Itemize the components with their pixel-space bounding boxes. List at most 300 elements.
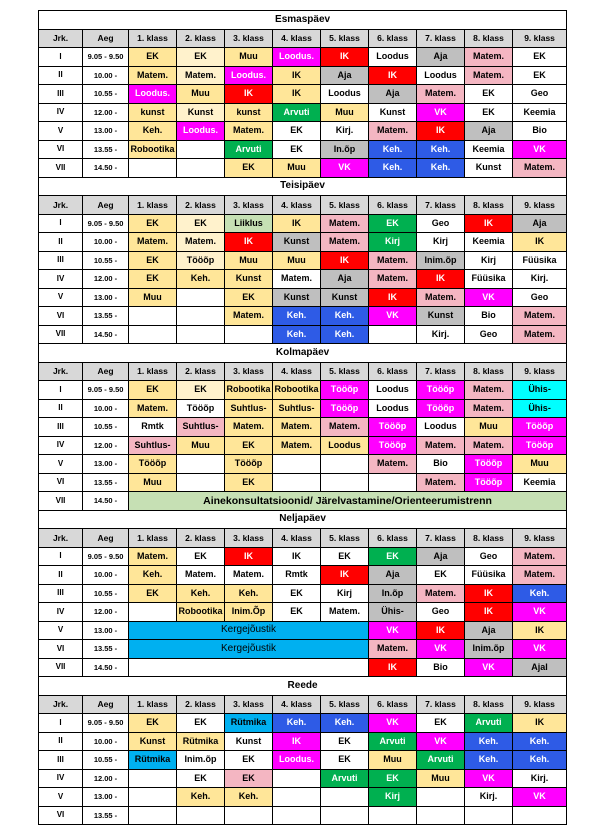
lesson-cell: Muu [225, 48, 273, 67]
lesson-cell: Geo [513, 288, 567, 307]
lesson-cell: Kirj. [465, 788, 513, 807]
lesson-row [39, 751, 567, 770]
lesson-cell: Kunst [369, 103, 417, 122]
period-number: VII [39, 325, 83, 344]
lesson-cell: VK [465, 769, 513, 788]
lesson-cell: Muu [321, 103, 369, 122]
lesson-cell: Matem. [513, 325, 567, 344]
period-time: 10.00 - [83, 233, 129, 252]
lesson-cell: Keemia [513, 473, 567, 492]
lesson-cell: Matem. [129, 66, 177, 85]
column-header: 6. klass [369, 29, 417, 48]
lesson-cell [321, 788, 369, 807]
lesson-row [39, 547, 567, 566]
lesson-cell: Aja [465, 122, 513, 141]
lesson-cell: Kirj. [417, 325, 465, 344]
lesson-row [39, 214, 567, 233]
column-header: 8. klass [465, 362, 513, 381]
period-number: IV [39, 103, 83, 122]
lesson-cell: Tööõp [417, 381, 465, 400]
lesson-cell: IK [417, 122, 465, 141]
lesson-cell: Matem. [225, 307, 273, 326]
lesson-cell: IK [273, 547, 321, 566]
lesson-cell: Loodus [369, 399, 417, 418]
sport-row [39, 640, 567, 659]
lesson-cell: VK [417, 640, 465, 659]
lesson-row [39, 307, 567, 326]
lesson-cell: EK [273, 584, 321, 603]
lesson-cell: Rütmika [129, 751, 177, 770]
lesson-cell: Keh. [417, 140, 465, 159]
column-header: 6. klass [369, 529, 417, 548]
lesson-cell: EK [129, 270, 177, 289]
lesson-cell [129, 159, 177, 178]
lesson-cell: IK [321, 251, 369, 270]
lesson-cell: Matem. [417, 436, 465, 455]
column-header: Aeg [83, 196, 129, 215]
column-header: 4. klass [273, 362, 321, 381]
lesson-cell: Kirj [465, 251, 513, 270]
lesson-cell [273, 769, 321, 788]
lesson-cell: IK [417, 621, 465, 640]
period-number: I [39, 547, 83, 566]
lesson-cell: Matem. [513, 307, 567, 326]
lesson-cell: Muu [273, 251, 321, 270]
column-header: 7. klass [417, 529, 465, 548]
column-header: 1. klass [129, 362, 177, 381]
lesson-cell: Loodus [417, 418, 465, 437]
lesson-cell: IK [225, 233, 273, 252]
lesson-cell: Kunst [321, 288, 369, 307]
lesson-cell [177, 288, 225, 307]
lesson-cell: Matem. [465, 66, 513, 85]
lesson-cell: Keh. [177, 788, 225, 807]
lesson-cell [273, 455, 321, 474]
lesson-cell: Matem. [321, 603, 369, 622]
lesson-cell: EK [225, 436, 273, 455]
lesson-cell: Keemia [513, 103, 567, 122]
column-header: 9. klass [513, 529, 567, 548]
column-header: 8. klass [465, 29, 513, 48]
lesson-cell: Kirj [369, 233, 417, 252]
period-number: VII [39, 492, 83, 511]
lesson-row [39, 455, 567, 474]
lesson-cell: In.õp [369, 584, 417, 603]
column-header: Jrk. [39, 529, 83, 548]
period-number: VI [39, 307, 83, 326]
lesson-cell: Loodus [321, 436, 369, 455]
period-number: VI [39, 640, 83, 659]
lesson-cell: Keh. [225, 584, 273, 603]
lesson-cell: VK [321, 159, 369, 178]
lesson-cell: EK [513, 66, 567, 85]
period-number: II [39, 66, 83, 85]
column-header: 8. klass [465, 196, 513, 215]
column-header: 8. klass [465, 529, 513, 548]
header-row [39, 529, 567, 548]
lesson-cell: Arvuti [321, 769, 369, 788]
day-title: Esmaspäev [39, 11, 567, 30]
lesson-cell: EK [369, 547, 417, 566]
column-header: 5. klass [321, 529, 369, 548]
lesson-cell: EK [369, 769, 417, 788]
lesson-cell: Matem. [225, 122, 273, 141]
lesson-cell: Keh. [321, 714, 369, 733]
lesson-cell: Matem. [369, 640, 417, 659]
lesson-cell: Matem. [129, 399, 177, 418]
period-number: III [39, 85, 83, 104]
period-number: VII [39, 159, 83, 178]
lesson-cell [129, 325, 177, 344]
period-number: VII [39, 658, 83, 677]
period-time: 9.05 - 9.50 [83, 547, 129, 566]
lesson-cell: Tööõp [177, 399, 225, 418]
period-time: 13.55 - [83, 640, 129, 659]
lesson-cell: Tööõp [513, 418, 567, 437]
lesson-cell: VK [417, 103, 465, 122]
column-header: 4. klass [273, 29, 321, 48]
lesson-row [39, 103, 567, 122]
lesson-cell [129, 769, 177, 788]
lesson-cell: Ajal [513, 658, 567, 677]
lesson-cell: Matem. [369, 270, 417, 289]
lesson-row [39, 85, 567, 104]
lesson-row [39, 270, 567, 289]
lesson-cell: VK [513, 788, 567, 807]
lesson-cell: Keh. [177, 584, 225, 603]
period-time: 13.00 - [83, 455, 129, 474]
lesson-cell: EK [177, 769, 225, 788]
lesson-cell: Rütmika [177, 732, 225, 751]
lesson-cell: VK [369, 621, 417, 640]
lesson-cell: Inim.Õp [225, 603, 273, 622]
lesson-cell: Kirj. [513, 270, 567, 289]
lesson-cell [417, 788, 465, 807]
period-number: V [39, 455, 83, 474]
lesson-cell: VK [465, 658, 513, 677]
column-header: 5. klass [321, 695, 369, 714]
lesson-cell: EK [273, 122, 321, 141]
day-title-row [39, 510, 567, 529]
lesson-row [39, 566, 567, 585]
lesson-cell: Kunst [225, 270, 273, 289]
lesson-cell: Loodus [321, 85, 369, 104]
lesson-cell: Kirj [417, 233, 465, 252]
lesson-cell: Muu [369, 751, 417, 770]
lesson-cell: Keh. [177, 270, 225, 289]
lesson-cell [129, 806, 177, 825]
lesson-cell: EK [177, 48, 225, 67]
lesson-cell [177, 140, 225, 159]
lesson-cell: Keemia [465, 140, 513, 159]
lesson-cell: EK [177, 547, 225, 566]
lesson-cell: Muu [273, 159, 321, 178]
lesson-cell: VK [369, 714, 417, 733]
lesson-cell: IK [273, 66, 321, 85]
lesson-cell: Geo [417, 214, 465, 233]
timetable [38, 10, 567, 825]
lesson-cell: Tööõp [369, 418, 417, 437]
lesson-cell [369, 325, 417, 344]
lesson-cell: Geo [513, 85, 567, 104]
header-row [39, 29, 567, 48]
lesson-row [39, 436, 567, 455]
lesson-cell: Geo [465, 547, 513, 566]
lesson-cell: Keh. [129, 122, 177, 141]
period-time: 12.00 - [83, 769, 129, 788]
lesson-cell: Loodus [369, 48, 417, 67]
column-header: 7. klass [417, 695, 465, 714]
period-time: 10.55 - [83, 251, 129, 270]
lesson-cell: Loodus. [225, 66, 273, 85]
lesson-cell: Keh. [225, 788, 273, 807]
period-number: VI [39, 473, 83, 492]
lesson-cell: IK [321, 566, 369, 585]
lesson-cell: Matem. [225, 418, 273, 437]
lesson-cell: EK [225, 751, 273, 770]
lesson-cell: Matem. [417, 584, 465, 603]
column-header: 7. klass [417, 196, 465, 215]
lesson-cell: Kunst [417, 307, 465, 326]
lesson-cell: Kunst [225, 732, 273, 751]
lesson-cell: EK [465, 103, 513, 122]
lesson-cell [369, 473, 417, 492]
lesson-cell: IK [273, 214, 321, 233]
lesson-cell: Matem. [417, 85, 465, 104]
column-header: 1. klass [129, 196, 177, 215]
period-time: 10.00 - [83, 732, 129, 751]
lesson-cell: Matem. [513, 547, 567, 566]
lesson-cell: Matem. [225, 566, 273, 585]
period-number: V [39, 788, 83, 807]
period-number: IV [39, 436, 83, 455]
lesson-cell: Arvuti [417, 751, 465, 770]
day-title: Teisipäev [39, 177, 567, 196]
lesson-cell: Muu [417, 769, 465, 788]
lesson-row [39, 806, 567, 825]
period-time: 9.05 - 9.50 [83, 714, 129, 733]
lesson-cell: EK [369, 214, 417, 233]
lesson-cell: EK [129, 48, 177, 67]
lesson-cell: Ühis- [513, 381, 567, 400]
lesson-cell: EK [177, 381, 225, 400]
lesson-cell: IK [465, 584, 513, 603]
lesson-cell: IK [273, 85, 321, 104]
lesson-cell: Arvuti [273, 103, 321, 122]
lesson-cell: Keh. [321, 325, 369, 344]
lesson-cell: Keh. [513, 732, 567, 751]
period-time: 12.00 - [83, 103, 129, 122]
lesson-cell: Kunst [465, 159, 513, 178]
lesson-cell: IK [369, 66, 417, 85]
lesson-cell [177, 159, 225, 178]
period-time: 10.55 - [83, 418, 129, 437]
lesson-cell: VK [513, 140, 567, 159]
column-header: Jrk. [39, 196, 83, 215]
period-number: I [39, 714, 83, 733]
lesson-cell: Tööõp [465, 473, 513, 492]
column-header: Aeg [83, 29, 129, 48]
lesson-cell: Matem. [369, 122, 417, 141]
lesson-cell: EK [513, 48, 567, 67]
lesson-cell: Ühis- [513, 399, 567, 418]
lesson-cell: Matem. [513, 566, 567, 585]
lesson-row [39, 251, 567, 270]
lesson-cell: Arvuti [369, 732, 417, 751]
period-time: 14.50 - [83, 159, 129, 178]
column-header: 2. klass [177, 529, 225, 548]
lesson-cell [513, 806, 567, 825]
column-header: 4. klass [273, 695, 321, 714]
column-header: Jrk. [39, 29, 83, 48]
lesson-cell: IK [465, 603, 513, 622]
lesson-cell: Muu [129, 288, 177, 307]
lesson-cell: Kunst [273, 288, 321, 307]
lesson-row [39, 732, 567, 751]
lesson-cell: Tööõp [513, 436, 567, 455]
lesson-cell: Tööõp [225, 455, 273, 474]
period-number: III [39, 251, 83, 270]
lesson-cell: Matem. [417, 288, 465, 307]
period-number: I [39, 381, 83, 400]
lesson-cell: EK [129, 381, 177, 400]
period-number: IV [39, 270, 83, 289]
sport-banner: Kergejõustik [129, 640, 369, 659]
column-header: 9. klass [513, 29, 567, 48]
lesson-cell: EK [177, 714, 225, 733]
lesson-cell: IK [417, 270, 465, 289]
sport-row [39, 621, 567, 640]
day-title: Neljapäev [39, 510, 567, 529]
lesson-cell: Matem. [273, 418, 321, 437]
lesson-cell: Keh. [273, 325, 321, 344]
lesson-cell: EK [321, 751, 369, 770]
lesson-cell: Matem. [513, 159, 567, 178]
period-time: 13.55 - [83, 140, 129, 159]
lesson-cell: Aja [513, 214, 567, 233]
lesson-cell: Tööõp [129, 455, 177, 474]
period-time: 14.50 - [83, 325, 129, 344]
column-header: Aeg [83, 529, 129, 548]
column-header: 3. klass [225, 695, 273, 714]
lesson-cell: Robootika [225, 381, 273, 400]
period-time: 14.50 - [83, 658, 129, 677]
lesson-cell: Keh. [513, 751, 567, 770]
lesson-cell: Keh. [465, 751, 513, 770]
lesson-cell: Suhtlus- [273, 399, 321, 418]
lesson-cell: Kunst [129, 732, 177, 751]
column-header: 5. klass [321, 29, 369, 48]
column-header: 7. klass [417, 362, 465, 381]
lesson-cell [177, 325, 225, 344]
lesson-cell: IK [369, 288, 417, 307]
lesson-cell: Keh. [369, 140, 417, 159]
lesson-cell: Matem. [321, 418, 369, 437]
period-number: VI [39, 806, 83, 825]
lesson-cell [177, 307, 225, 326]
column-header: 3. klass [225, 529, 273, 548]
lesson-cell: Kirj. [513, 769, 567, 788]
lesson-cell: Aja [321, 66, 369, 85]
lesson-cell: Muu [177, 436, 225, 455]
lesson-cell: Keh. [129, 566, 177, 585]
lesson-cell: Loodus. [177, 122, 225, 141]
lesson-cell: EK [129, 214, 177, 233]
lesson-cell: Matem. [177, 66, 225, 85]
lesson-cell: Muu [513, 455, 567, 474]
lesson-row [39, 325, 567, 344]
lesson-row [39, 788, 567, 807]
period-time: 10.55 - [83, 584, 129, 603]
lesson-cell [177, 806, 225, 825]
lesson-cell: EK [177, 214, 225, 233]
lesson-cell: Matem. [465, 399, 513, 418]
column-header: 3. klass [225, 29, 273, 48]
lesson-cell: Keh. [273, 714, 321, 733]
column-header: 1. klass [129, 529, 177, 548]
lesson-cell: Tööõp [321, 399, 369, 418]
lesson-cell: Matem. [129, 547, 177, 566]
lesson-row [39, 159, 567, 178]
lesson-cell: Tööõp [177, 251, 225, 270]
period-number: III [39, 418, 83, 437]
column-header: 8. klass [465, 695, 513, 714]
lesson-cell: Inim.õp [417, 251, 465, 270]
day-title: Kolmapäev [39, 344, 567, 363]
lesson-cell: Tööõp [465, 455, 513, 474]
lesson-cell: In.õp [321, 140, 369, 159]
column-header: 9. klass [513, 196, 567, 215]
lesson-cell: Suhtlus- [129, 436, 177, 455]
period-time: 10.00 - [83, 66, 129, 85]
lesson-cell: Loodus. [273, 751, 321, 770]
period-time: 13.55 - [83, 473, 129, 492]
lesson-row [39, 418, 567, 437]
lesson-cell: VK [465, 288, 513, 307]
lesson-cell: Loodus [369, 381, 417, 400]
period-time: 14.50 - [83, 492, 129, 511]
lesson-cell: Aja [417, 48, 465, 67]
period-time: 9.05 - 9.50 [83, 214, 129, 233]
lesson-cell: Arvuti [225, 140, 273, 159]
lesson-cell: IK [513, 233, 567, 252]
lesson-cell: Kunst [177, 103, 225, 122]
column-header: 3. klass [225, 362, 273, 381]
lesson-cell [273, 788, 321, 807]
column-header: 5. klass [321, 362, 369, 381]
lesson-row [39, 381, 567, 400]
lesson-cell: Inim.õp [465, 640, 513, 659]
lesson-cell: Robootika [177, 603, 225, 622]
lesson-cell [273, 473, 321, 492]
column-header: 4. klass [273, 529, 321, 548]
lesson-cell [177, 473, 225, 492]
period-number: I [39, 214, 83, 233]
column-header: 6. klass [369, 362, 417, 381]
lesson-cell [369, 806, 417, 825]
period-time: 13.00 - [83, 788, 129, 807]
lesson-cell: Matem. [369, 455, 417, 474]
lesson-cell: Matem. [465, 381, 513, 400]
column-header: 6. klass [369, 196, 417, 215]
header-row [39, 362, 567, 381]
lesson-row [39, 233, 567, 252]
column-header: Aeg [83, 362, 129, 381]
lesson-cell: Muu [225, 251, 273, 270]
lesson-cell: Tööõp [417, 399, 465, 418]
lesson-cell: Suhtlus- [177, 418, 225, 437]
period-number: II [39, 399, 83, 418]
